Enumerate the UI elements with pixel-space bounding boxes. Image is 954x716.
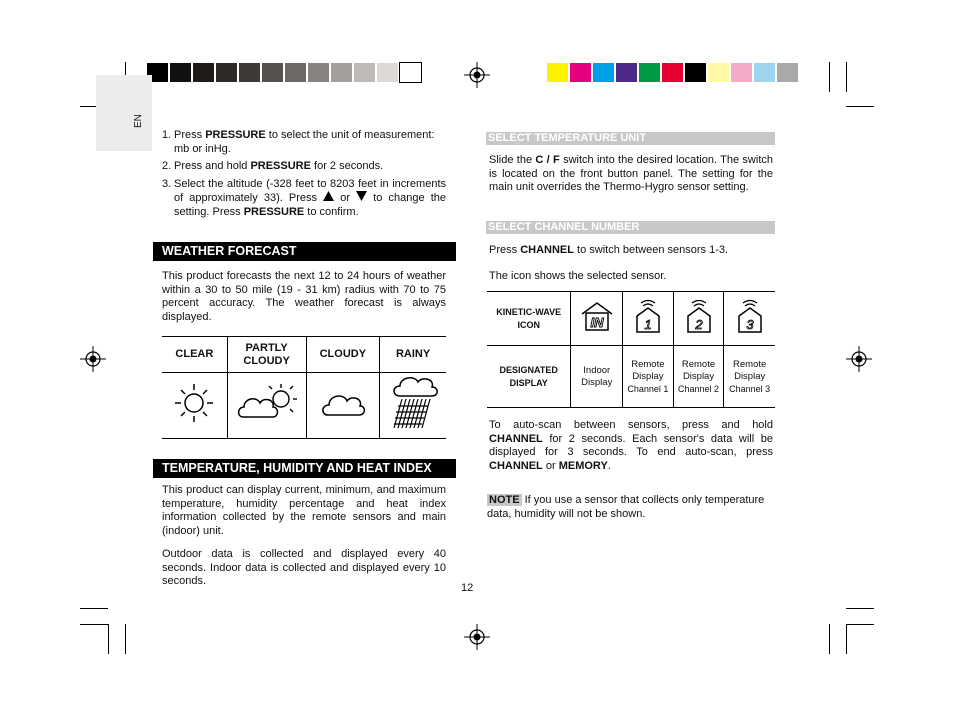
gray-swatch: [399, 62, 422, 83]
gray-swatch: [215, 62, 238, 83]
registration-mark-icon: [464, 624, 490, 650]
temperature-body-2: Outdoor data is collected and displayed every 40 seconds. Indoor data is collected and displayed every 10 seconds.: [162, 548, 446, 587]
weather-forecast-heading: WEATHER FORECAST: [153, 242, 456, 261]
forecast-col-rainy: RAINY: [380, 337, 446, 373]
gray-swatch: [238, 62, 261, 83]
gray-swatch: [376, 62, 399, 83]
display-indoor: Indoor Display: [571, 346, 623, 408]
channel-1-icon-cell: [623, 292, 674, 346]
forecast-cell-clear: [162, 373, 227, 439]
gray-swatch: [353, 62, 376, 83]
color-swatch: [684, 62, 707, 83]
note-tag: NOTE: [489, 494, 520, 506]
channel-2-wave-icon: [686, 298, 712, 334]
up-arrow-icon: [323, 191, 334, 201]
kinetic-wave-label: KINETIC-WAVE ICON: [487, 292, 571, 346]
language-tab: [96, 75, 152, 151]
cloud-icon: [318, 381, 368, 425]
pressure-steps: [162, 129, 446, 223]
note-paragraph: NOTE If you use a sensor that collects only temperature data, humidity will not be shown.: [487, 494, 765, 520]
channel-2-digit: 2: [694, 317, 703, 332]
channel-3-wave-icon: [737, 298, 763, 334]
channel-icon-note: The icon shows the selected sensor.: [489, 270, 667, 282]
gray-swatch: [261, 62, 284, 83]
channel-2-icon-cell: [673, 292, 724, 346]
forecast-col-partly-cloudy: PARTLY CLOUDY: [227, 337, 306, 373]
registration-mark-icon: [846, 346, 872, 372]
color-swatch: [753, 62, 776, 83]
forecast-cell-cloudy: [306, 373, 380, 439]
gray-swatch: [284, 62, 307, 83]
color-swatch: [661, 62, 684, 83]
color-swatch: [592, 62, 615, 83]
select-temperature-unit-heading: SELECT TEMPERATURE UNIT: [486, 132, 775, 145]
step-3: 3. Select the altitude (-328 feet to 8203 feet in increments of approximately 33). Press or to change the setting. Press PRESSURE to confirm.: [162, 177, 446, 218]
down-arrow-icon: [356, 191, 367, 201]
step-2: 2. Press and hold PRESSURE for 2 seconds.: [162, 160, 384, 172]
language-label: EN: [133, 114, 144, 128]
color-swatch: [615, 62, 638, 83]
color-swatch: [569, 62, 592, 83]
forecast-cell-partly-cloudy: [227, 373, 306, 439]
gray-swatch: [307, 62, 330, 83]
select-channel-heading: SELECT CHANNEL NUMBER: [486, 221, 775, 234]
channel-1-wave-icon: [635, 298, 661, 334]
display-channel-3: Remote Display Channel 3: [724, 346, 775, 408]
autoscan-instructions: To auto-scan between sensors, press and hold CHANNEL for 2 seconds. Each sensor's data will be displayed for 3 seconds. To end auto-scan, press CHANNEL or MEMORY.: [489, 419, 773, 472]
grayscale-bar: [146, 62, 422, 83]
forecast-col-cloudy: CLOUDY: [306, 337, 380, 373]
registration-mark-icon: [464, 62, 490, 88]
temperature-humidity-heading: TEMPERATURE, HUMIDITY AND HEAT INDEX: [153, 459, 456, 478]
channel-table: [487, 291, 775, 408]
forecast-col-clear: CLEAR: [162, 337, 227, 373]
gray-swatch: [192, 62, 215, 83]
color-swatch: [638, 62, 661, 83]
channel-instruction: Press CHANNEL to switch between sensors 1-3.: [489, 244, 729, 256]
weather-forecast-body: This product forecasts the next 12 to 24 hours of weather within a 30 to 50 mile (19 - 31 km) radius with 70 to 75 percent accuracy. The weather forecast is always displayed.: [162, 270, 446, 323]
sun-icon: [170, 381, 218, 425]
color-swatch: [776, 62, 799, 83]
color-swatch: [730, 62, 753, 83]
partly-cloudy-icon: [235, 381, 299, 425]
gray-swatch: [169, 62, 192, 83]
indoor-icon-text: IN: [590, 315, 604, 330]
designated-display-label: DESIGNATED DISPLAY: [487, 346, 571, 408]
page-number: 12: [461, 582, 474, 594]
channel-1-digit: 1: [644, 317, 652, 332]
forecast-cell-rainy: [380, 373, 446, 439]
temperature-body-1: This product can display current, minimum, and maximum temperature, humidity percentage and heat index information collected by the remote sensors and main (indoor) unit.: [162, 484, 446, 537]
channel-3-digit: 3: [746, 317, 754, 332]
step-1: 1. Press PRESSURE to select the unit of measurement: mb or inHg.: [162, 129, 435, 155]
display-channel-1: Remote Display Channel 1: [623, 346, 674, 408]
color-swatch: [546, 62, 569, 83]
color-bar: [546, 62, 799, 83]
temperature-unit-body: Slide the C / F switch into the desired location. The switch is located on the front button panel. The setting for the main unit overrides the Thermo-Hygro sensor setting.: [489, 154, 773, 193]
display-channel-2: Remote Display Channel 2: [673, 346, 724, 408]
indoor-icon-cell: [571, 292, 623, 346]
rain-icon: [386, 374, 440, 432]
indoor-house-icon: [579, 300, 615, 332]
registration-mark-icon: [80, 346, 106, 372]
weather-forecast-table: [162, 336, 446, 439]
gray-swatch: [330, 62, 353, 83]
color-swatch: [707, 62, 730, 83]
channel-3-icon-cell: [724, 292, 775, 346]
